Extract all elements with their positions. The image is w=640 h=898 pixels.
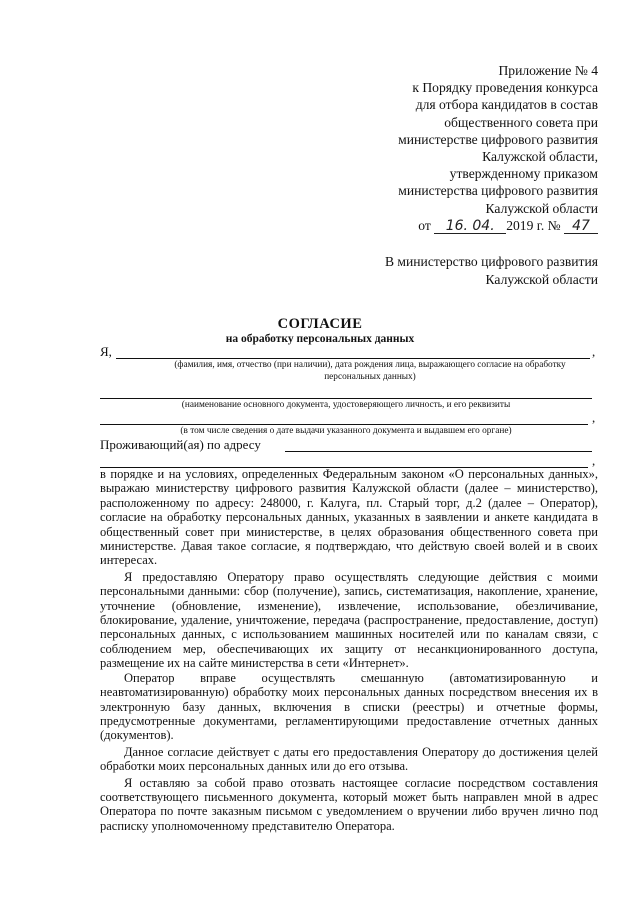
appendix-header [398, 62, 598, 234]
order-date-handwritten: 16. 04. [434, 219, 506, 234]
identity-document-field[interactable] [100, 398, 592, 399]
appendix-line: Приложение № 4 [498, 63, 598, 78]
addressee-line-2: Калужской области [485, 271, 598, 287]
comma: , [592, 344, 596, 359]
residence-label: Проживающий(ая) по адресу [100, 437, 261, 452]
document-subtitle: на обработку персональных данных [225, 333, 415, 345]
order-prefix: от [418, 217, 431, 233]
consent-body [100, 467, 598, 833]
appendix-line: для отбора кандидатов в состав [415, 97, 598, 113]
document-details-field[interactable] [100, 424, 588, 425]
full-name-note: (фамилия, имя, отчество (при наличии), дата рождения лица, выражающего согласие на обработку персональных данных) [174, 360, 566, 382]
paragraph: Данное согласие действует с даты его предоставления Оператору до достижения целей обработки моих персональных данных или до его отзыва. [100, 744, 598, 774]
appendix-line: министерстве цифрового развития [398, 131, 598, 147]
paragraph: Оператор вправе осуществлять смешанную (автоматизированную и неавтоматизированную) обработку моих персональных данных посредством внесения их в электронную базу данных, включения в списки (реестры) и отчетные формы, предусмотренные документами, регламентирующими предоставление отчетных данных (документов). [100, 670, 598, 743]
appendix-line: к Порядку проведения конкурса [412, 80, 598, 96]
paragraph: Я предоставляю Оператору право осуществлять следующие действия с моими персональными данными: сбор (получение), запись, систематизация, накопление, хранение, уточнение (обновление, изменение), извлечение, использование, обезличивание, блокирование, удаление, уничтожение, передача (распространение, предоставление, доступ) персональных данных, с использованием машинных носителей или по каналам связи, с соблюдением мер, обеспечивающих их защиту от несанкционированного доступа, размещение их на сайте министерства в сети «Интернет». [100, 569, 598, 671]
addressee [385, 253, 598, 288]
appendix-line: общественного совета при [444, 114, 598, 130]
i-label: Я, [100, 344, 112, 359]
paragraph: Я оставляю за собой право отозвать настоящее согласие посредством составления соответствующего письменного документа, который может быть направлен мной в адрес Оператора по почте заказным письмом с уведомлением о вручении либо вручен лично под расписку уполномоченному представителю Оператора. [100, 775, 598, 833]
appendix-line: Калужской области, [482, 149, 598, 165]
addressee-line-1: В министерство цифрового развития [384, 254, 598, 269]
order-year: 2019 г. № [506, 217, 561, 233]
full-name-field[interactable] [116, 358, 590, 359]
residence-field[interactable] [285, 451, 592, 452]
comma: , [592, 453, 596, 468]
appendix-line: Калужской области [485, 200, 598, 216]
document-title: СОГЛАСИЕ [277, 316, 363, 332]
order-number-handwritten: 47 [564, 219, 598, 234]
appendix-line: утвержденному приказом [449, 166, 598, 182]
document-details-note: (в том числе сведения о дате выдачи указанного документа и выдавшем его органе) [180, 426, 512, 436]
paragraph: в порядке и на условиях, определенных Федеральным законом «О персональных данных», выражаю министерству цифрового развития Калужской области (далее – министерство), расположенному по адресу: 248000, г. Калуга, пл. Старый торг, д.2 (далее – Оператор), согласие на обработку персональных данных, указанных в заявлении и анкете кандидата в общественный совет при министерстве, в целях образования общественного совета при министерстве. Давая такое согласие, я подтверждаю, что действую своей волей и в своих интересах. [100, 467, 598, 568]
comma: , [592, 410, 596, 425]
order-reference [398, 217, 598, 234]
appendix-line: министерства цифрового развития [398, 183, 598, 199]
identity-document-note: (наименование основного документа, удостоверяющего личность, и его реквизиты [181, 400, 511, 410]
